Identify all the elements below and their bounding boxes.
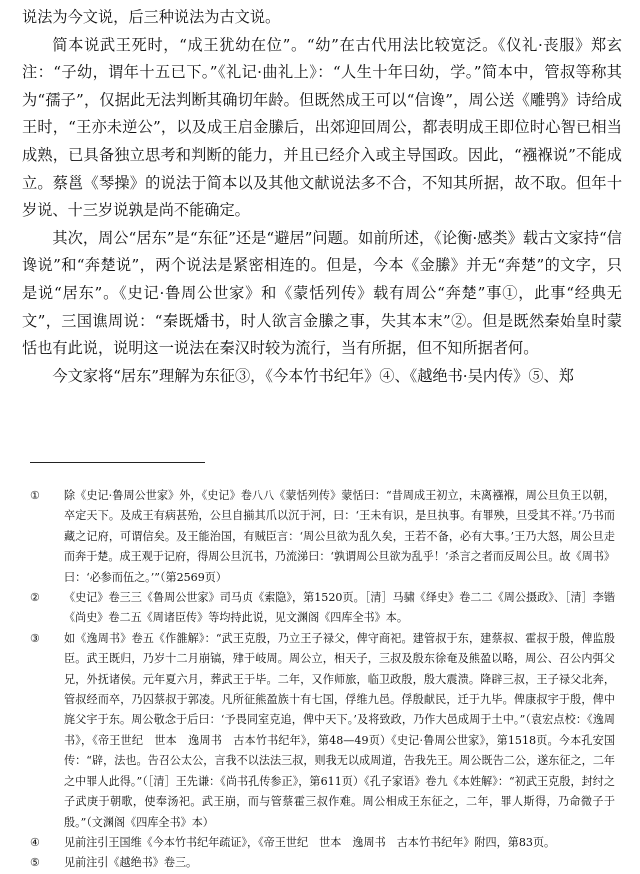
footnote [30, 833, 615, 853]
footnote-text: 如《逸周书》卷五《作雒解》：“武王克殷，乃立王子禄父，俾守商祀。建管叔于东，建蔡叔、霍叔于殷，俾监殷臣。武王既归，乃岁十二月崩镐，肂于岐周。周公立，相天子，三叔及殷东徐奄及熊盈以略，周公、召公内弭父兄，外抚诸侯。元年夏六月，葬武王于毕。二年，又作师旅，临卫政殷，殷大震溃。降辟三叔，王子禄父北奔，管叔经而卒，乃囚蔡叔于郭凌。凡所征熊盈族十有七国，俘维九邑。俘殷献民，迁于九毕。俾康叔宇于殷，俾中旄父宇于东。周公敬念于后曰：‘予畏同室克追，俾中天下。’及将致政，乃作大邑成周于土中。”（袁宏点校：《逸周书》，《帝王世纪 世本 逸周书 古本竹书纪年》，第48—49页）《史记·鲁周公世家》，第1518页。今本孔安国传：“辟，法也。告召公太公，言我不以法法三叔，则我无以成周道，告我先王。周公既告二公，遂东征之，二年之中罪人此得。”（［清］王先谦：《尚书孔传参正》，第611页）《孔子家语》卷九《本姓解》：“初武王克殷，封纣之子武庚于朝歌，使奉汤祀。武王崩，而与管蔡霍三叔作难。周公相成王东征之，二年，罪人斯得，乃命微子于殷。”（文渊阁《四库全书》本） [64, 631, 615, 829]
paragraph: 说法为今文说，后三种说法为古文说。 [22, 8, 281, 26]
footnote-number: ② [30, 591, 40, 605]
footnote-text: 见前注引《越绝书》卷三。 [64, 856, 198, 870]
footnote-text: 除《史记·鲁周公世家》外，《史记》卷八八《蒙恬列传》蒙恬曰：“昔周成王初立，未离襁褓，周公旦负王以朝，卒定天下。及成王有病甚殆，公旦自揃其爪以沉于河，曰：‘王未有识，是旦执事。有罪殃，旦受其不祥。’乃书而藏之记府，可谓信矣。及王能治国，有贼臣言：‘周公旦欲为乱久矣，王若不备，必有大事。’王乃大怒，周公旦走而奔于楚。成王观于记府，得周公旦沉书，乃流涕曰：‘孰谓周公旦欲为乱乎！’杀言之者而反周公旦。故《周书》曰：‘必参而伍之。’”（第2569页） [64, 489, 615, 584]
footnote-number: ③ [30, 631, 40, 645]
paragraph: 其次，周公“居东”是“东征”还是“避居”问题。如前所述，《论衡·感类》载古文家持“信谗说”和“奔楚说”，两个说法是紧密相连的。但是，今本《金縢》并无“奔楚”的文字，只是说“居东”。《史记·鲁周公世家》和《蒙恬列传》载有周公“奔楚”事①，此事“经典无文”，三国谯周说：“秦既燔书，时人欲言金縢之事，失其本末”②。但是既然秦始皇时蒙恬也有此说，说明这一说法在秦汉时较为流行，当有所据，但不知所据者何。 [22, 228, 622, 358]
footnote-number: ① [30, 489, 40, 502]
footnote-text: 《史记》卷三三《鲁周公世家》司马贞《索隐》，第1520页。［清］马骕《绎史》卷二二《周公摄政》、［清］李锴《尚史》卷二五《周诸臣传》等均持此说，见文渊阁《四库全书》本。 [64, 591, 615, 625]
footnote [30, 629, 615, 833]
paragraph: 今文家将“居东”理解为东征③，《今本竹书纪年》④、《越绝书·吴内传》⑤、郑 [52, 366, 574, 385]
footnote-number: ⑤ [30, 856, 40, 870]
footnotes [30, 486, 615, 874]
footnote-divider [30, 462, 205, 463]
footnote-number: ④ [30, 835, 40, 849]
footnote-text: 见前注引王国维《今本竹书纪年疏证》，《帝王世纪 世本 逸周书 古本竹书纪年》附四，第83页。 [64, 835, 556, 849]
footnote [30, 486, 615, 588]
main-text [22, 4, 622, 390]
footnote [30, 853, 615, 873]
paragraph: 简本说武王死时，“成王犹幼在位”。“幼”在古代用法比较宽泛。《仪礼·丧服》郑玄注：“子幼，谓年十五已下。”《礼记·曲礼上》：“人生十年曰幼，学。”简本中，管叔等称其为“孺子”，仅据此无法判断其确切年龄。但既然成王可以“信谗”，周公送《雕鸮》诗给成王时，“王亦未逆公”，以及成王启金縢后，出郊迎回周公，都表明成王即位时心智已相当成熟，已具备独立思考和判断的能力，并且已经介入或主导国政。因此，“襁褓说”不能成立。蔡邕《琴操》的说法于简本以及其他文献说法多不合，不知其所据，故不取。但年十岁说、十三岁说孰是尚不能确定。 [22, 35, 622, 220]
footnote [30, 588, 615, 629]
